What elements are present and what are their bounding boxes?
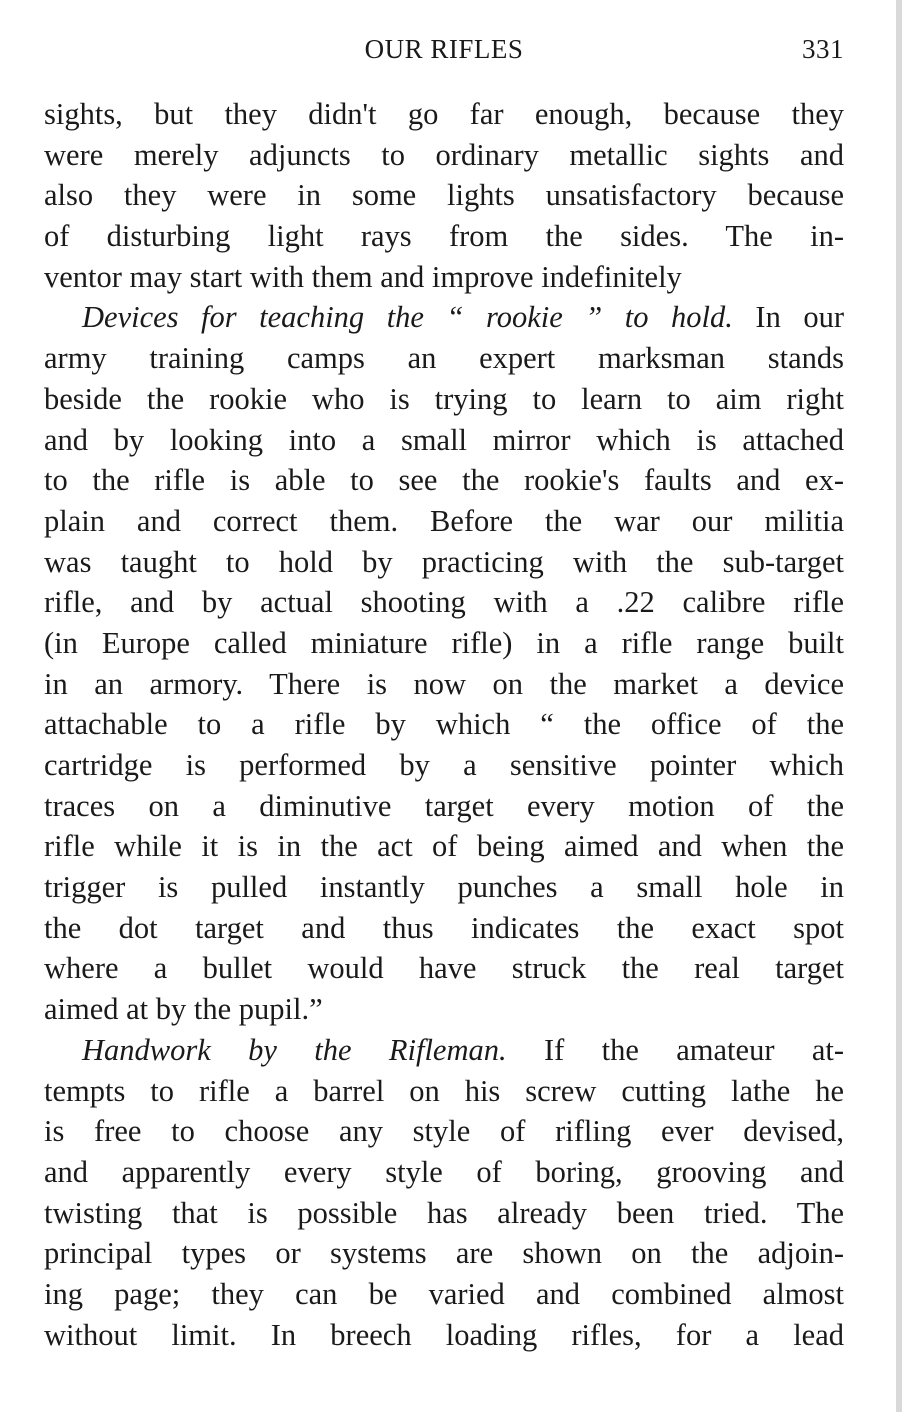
text-line: to the rifle is able to see the rookie's faults and ex- — [44, 463, 844, 498]
paragraph-first-line — [44, 297, 844, 338]
text-line: was taught to hold by practicing with the sub-target — [44, 544, 844, 579]
text-line: plain and correct them. Before the war our militia — [44, 503, 844, 538]
body-text — [44, 94, 844, 1355]
text-line: traces on a diminutive target every motion of the — [44, 788, 844, 823]
text-line: also they were in some lights unsatisfactory because — [44, 178, 844, 213]
text-line: were merely adjuncts to ordinary metallic sights and — [44, 137, 844, 172]
text-line: and by looking into a small mirror which is attached — [44, 422, 844, 457]
page-number: 331 — [802, 34, 844, 64]
text-line: sights, but they didn't go far enough, because they — [44, 97, 844, 131]
text-line: cartridge is performed by a sensitive pointer which — [44, 748, 844, 782]
text-line: rifle, and by actual shooting with a .22 calibre rifle — [44, 585, 844, 620]
page-edge-shadow — [896, 0, 902, 1412]
text-line: twisting that is possible has already been tried. The — [44, 1195, 844, 1230]
text-line: in an armory. There is now on the market a device — [44, 666, 844, 701]
text-line: attachable to a rifle by which “ the office of the — [44, 707, 844, 742]
text-line: ing page; they can be varied and combined almost — [44, 1276, 844, 1311]
section-heading: Devices for teaching the “ rookie ” to hold. — [82, 300, 733, 335]
text-line: where a bullet would have struck the real target — [44, 951, 844, 986]
text-line: principal types or systems are shown on the adjoin- — [44, 1236, 844, 1271]
text-line: ventor may start with them and improve indefinitely — [44, 259, 682, 294]
text-run: In our — [755, 300, 844, 335]
text-line: tempts to rifle a barrel on his screw cutting lathe he — [44, 1073, 844, 1108]
text-line: trigger is pulled instantly punches a small hole in — [44, 870, 844, 905]
text-line: (in Europe called miniature rifle) in a rifle range built — [44, 625, 844, 660]
text-line: army training camps an expert marksman stands — [44, 341, 844, 376]
text-line: of disturbing light rays from the sides. The in- — [44, 219, 844, 254]
text-line: aimed at by the pupil.” — [44, 992, 323, 1027]
running-title: OUR RIFLES — [364, 34, 524, 64]
text-line: beside the rookie who is trying to learn to aim right — [44, 381, 844, 416]
paragraph-first-line — [44, 1030, 844, 1071]
text-line: the dot target and thus indicates the exact spot — [44, 910, 844, 945]
text-run: If the amateur at- — [543, 1032, 844, 1067]
text-line: rifle while it is in the act of being aimed and when the — [44, 829, 844, 864]
text-line: and apparently every style of boring, grooving and — [44, 1154, 844, 1189]
section-heading: Handwork by the Rifleman. — [82, 1032, 507, 1067]
text-line: without limit. In breech loading rifles, for a lead — [44, 1317, 844, 1352]
text-line: is free to choose any style of rifling ever devised, — [44, 1114, 844, 1149]
running-head — [44, 34, 844, 70]
